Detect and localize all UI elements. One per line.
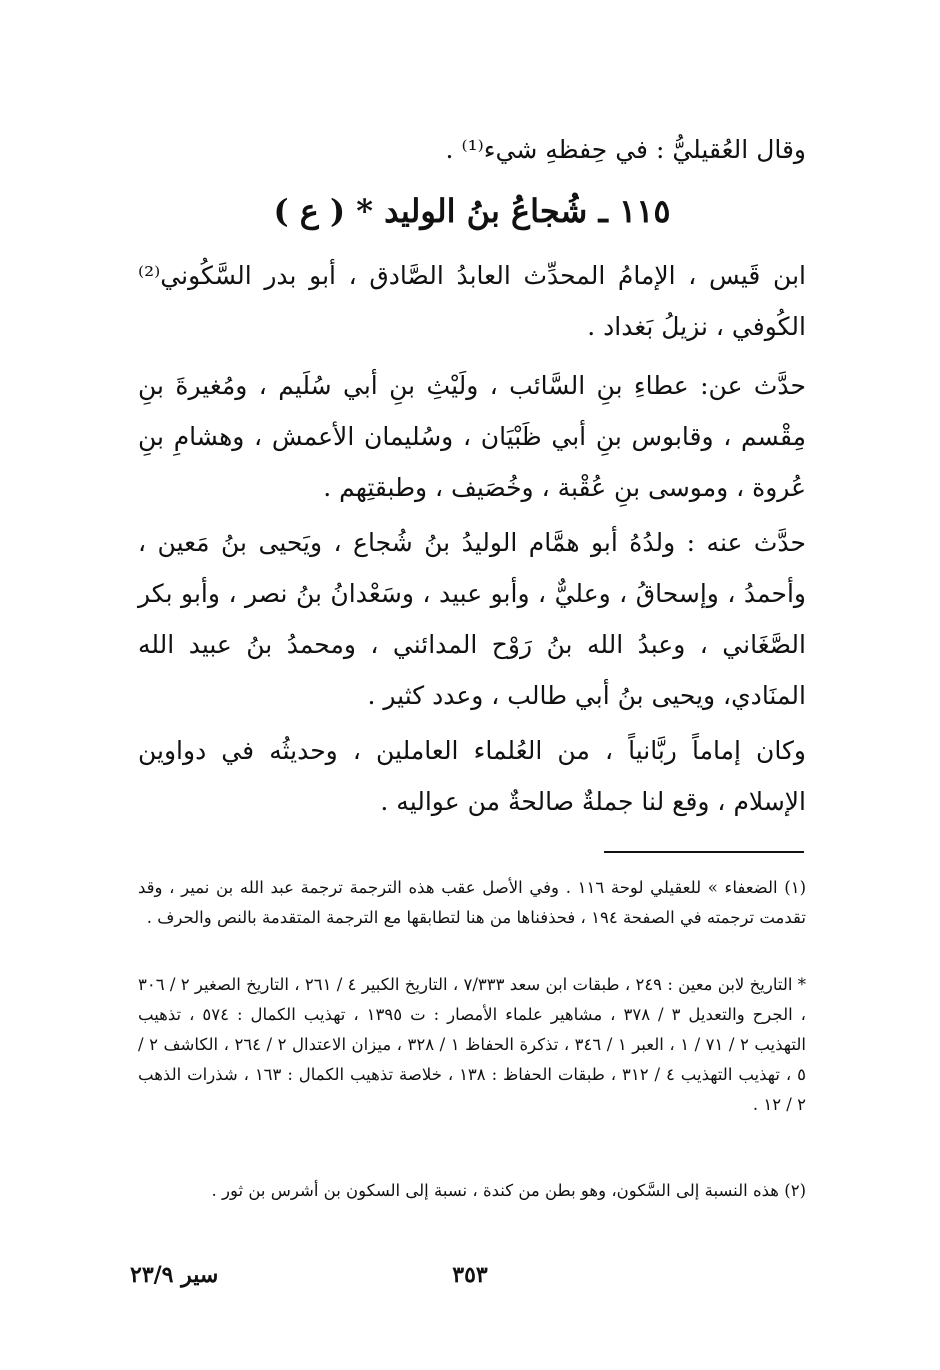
paragraph-narrated-by: حدَّث عنه : ولدُهُ أبو همَّام الوليدُ بنُ شُجاع ، ويَحيى بنُ مَعين ، وأحمدُ ، وإسحاقُ ، وعليٌّ ، وأبو عبيد ، وسَعْدانُ بنُ نصر ، وأبو بكر الصَّغَاني ، وعبدُ الله بنُ رَوْح المدائني ، ومحمدُ بنُ عبيد الله المنَادي، ويحيى بنُ أبي طالب ، وعدد كثير . bbox=[138, 528, 806, 710]
footnote-sources: * التاريخ لابن معين : ٢٤٩ ، طبقات ابن سعد ٧/٣٣٣ ، التاريخ الكبير ٤ / ٢٦١ ، التاريخ الصغير ٢ / ٣٠٦ ، الجرح والتعديل ٣ / ٣٧٨ ، مشاهير علماء الأمصار : ت ١٣٩٥ ، تهذيب الكمال : ٥٧٤ ، تذهيب التهذيب ٢ / ٧١ / ١ ، العبر ١ / ٣٤٦ ، تذكرة الحفاظ ١ / ٣٢٨ ، ميزان الاعتدال ٢ / ٢٦٤ ، الكاشف ٢ / ٥ ، تهذيب التهذيب ٤ / ٣١٢ ، طبقات الحفاظ : ١٣٨ ، خلاصة تذهيب الكمال : ١٦٣ ، شذرات الذهب ٢ / ١٢ . bbox=[138, 975, 806, 1114]
page-number: ٣٥٣ bbox=[452, 1262, 488, 1288]
page-footer bbox=[130, 1262, 810, 1302]
footnote-1: (١) الضعفاء » للعقيلي لوحة ١١٦ . وفي الأصل عقب هذه الترجمة ترجمة عبد الله بن نمير ، وقد تقدمت ترجمته في الصفحة ١٩٤ ، فحذفناها من هنا لتطابقها مع الترجمة المتقدمة بالنص والحرف . bbox=[138, 878, 806, 927]
printer-signature: سير ٢٣/٩ bbox=[130, 1262, 219, 1288]
footnote-divider bbox=[604, 851, 804, 853]
paragraph-status: وكان إماماً ربَّانياً ، من العُلماء العاملين ، وحديثُه في دواوين الإسلام ، وقع لنا جملةٌ صالحةٌ من عواليه . bbox=[138, 736, 806, 816]
paragraph-narrated-from: حدَّث عن: عطاءِ بنِ السَّائب ، ولَيْثِ بنِ أبي سُلَيم ، ومُغيرةَ بنِ مِقْسم ، وقابوس بنِ أبي ظَبْيَان ، وسُليمان الأعمش ، وهشامِ بنِ عُروة ، وموسى بنِ عُقْبة ، وخُصَيف ، وطبقتِهم . bbox=[138, 371, 806, 502]
header-line: وقال العُقيليُّ : في حِفظهِ شيء⁽¹⁾ . bbox=[445, 135, 806, 164]
footnote-2: (٢) هذه النسبة إلى السَّكون، وهو بطن من كندة ، نسبة إلى السكون بن أشرس بن ثور . bbox=[211, 1181, 806, 1200]
entry-heading: ١١٥ ـ شُجاعُ بنُ الوليد * ( ع ) bbox=[273, 192, 671, 230]
paragraph-lineage: ابن قَيس ، الإمامُ المحدِّث العابدُ الصَّادق ، أبو بدر السَّكُوني⁽²⁾ الكُوفي ، نزيلُ بَغداد . bbox=[138, 261, 806, 341]
